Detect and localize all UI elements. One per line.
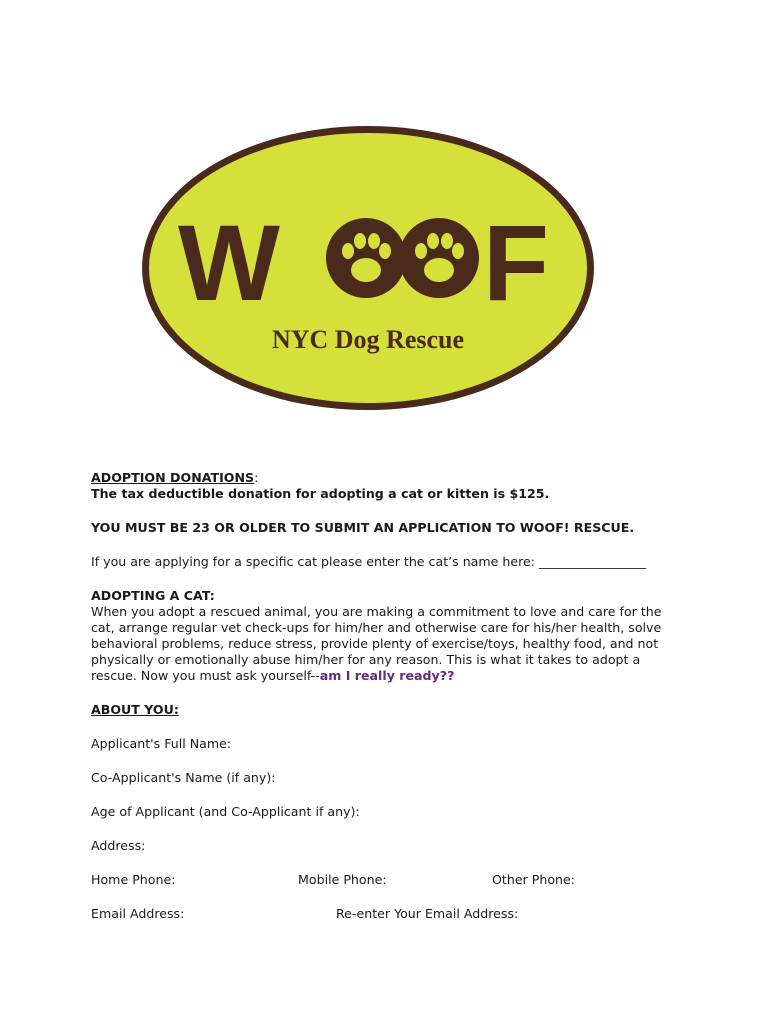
specific-cat-prompt: If you are applying for a specific cat please enter the cat’s name here: _________________ (91, 554, 647, 569)
age-notice: YOU MUST BE 23 OR OLDER TO SUBMIT AN APPLICATION TO WOOF! RESCUE. (91, 520, 635, 535)
logo-subtitle: NYC Dog Rescue (271, 325, 465, 354)
document-body (91, 470, 681, 922)
donations-text: The tax deductible donation for adopting a cat or kitten is $125. (91, 486, 550, 501)
adopting-line: cat, arrange regular vet check-ups for him/her and otherwise care for his/her health, solve (91, 620, 662, 635)
donations-heading-line (91, 470, 681, 486)
logo-letter-f: F (483, 202, 549, 323)
logo-graphic (138, 122, 598, 414)
address-label: Address: (91, 838, 146, 853)
adopting-line: When you adopt a rescued animal, you are making a commitment to love and care for the (91, 604, 662, 619)
adopting-last-line (91, 668, 681, 684)
about-heading: ABOUT YOU: (91, 702, 179, 717)
woof-logo (138, 122, 598, 414)
paw-icon (399, 218, 479, 298)
co-applicant-label: Co-Applicant's Name (if any): (91, 770, 276, 785)
email-label: Email Address: (91, 906, 185, 921)
adopting-last-text: rescue. Now you must ask yourself-- (91, 668, 320, 683)
donations-heading: ADOPTION DONATIONS (91, 470, 255, 485)
home-phone-label: Home Phone: (91, 872, 176, 887)
age-label: Age of Applicant (and Co-Applicant if any): (91, 804, 360, 819)
adopting-line: behavioral problems, reduce stress, provide plenty of exercise/toys, healthy food, and not (91, 636, 659, 651)
email-confirm-label: Re-enter Your Email Address: (336, 906, 519, 921)
email-row (91, 906, 681, 922)
phone-row (91, 872, 681, 888)
donations-heading-suffix: : (254, 470, 259, 485)
logo-letter-w: W (178, 202, 280, 323)
paw-icon (326, 218, 406, 298)
other-phone-label: Other Phone: (492, 872, 576, 887)
ready-question: am I really ready?? (319, 668, 455, 683)
mobile-phone-label: Mobile Phone: (298, 872, 387, 887)
adopting-heading: ADOPTING A CAT: (91, 588, 215, 603)
adopting-line: physically or emotionally abuse him/her for any reason. This is what it takes to adopt a (91, 652, 641, 667)
full-name-label: Applicant's Full Name: (91, 736, 232, 751)
